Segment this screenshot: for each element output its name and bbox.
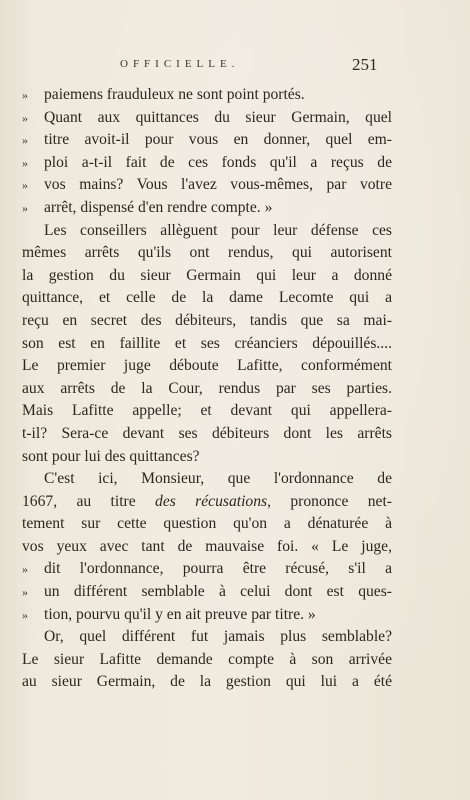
- paragraph-line: [22, 491, 392, 514]
- quote-mark: »: [22, 585, 28, 600]
- quote-mark: »: [22, 607, 28, 622]
- running-head: [0, 55, 470, 78]
- line-text: ploi a-t-il fait de ces fonds qu'il a reçus de: [44, 153, 392, 171]
- paragraph-line: vos yeux avec tant de mauvaise foi. « Le juge,: [22, 537, 392, 555]
- quote-line: [22, 604, 392, 627]
- quote-line: [22, 107, 392, 130]
- paragraph-line: Or, quel différent fut jamais plus semblable?: [44, 628, 392, 646]
- italic-phrase: des récusations: [155, 492, 268, 510]
- quote-mark: »: [22, 178, 28, 193]
- quote-line: [22, 581, 392, 604]
- quote-mark: »: [22, 200, 28, 215]
- line-text-part: 1667, au titre: [22, 492, 156, 510]
- paragraph-line: sont pour lui des quittances?: [22, 447, 200, 465]
- line-text: paiemens frauduleux ne sont point portés.: [44, 86, 305, 103]
- paragraph-line: la gestion du sieur Germain qui leur a donné: [22, 266, 392, 284]
- paragraph-line: aux arrêts de la Cour, rendus par ses parties.: [22, 379, 392, 397]
- quote-mark: »: [22, 155, 28, 170]
- quote-mark: »: [22, 133, 28, 148]
- paragraph-line: tement sur cette question qu'on a dénaturée à: [22, 515, 392, 533]
- line-text: un différent semblable à celui dont est ques-: [44, 583, 392, 601]
- line-text: titre avoit-il pour vous en donner, quel em-: [44, 131, 392, 149]
- line-text: Quant aux quittances du sieur Germain, quel: [44, 108, 392, 126]
- paragraph-line: quittance, et celle de la dame Lecomte qui a: [22, 289, 392, 307]
- page-number: 251: [352, 55, 378, 74]
- paragraph-line: Les conseillers allèguent pour leur défense ces: [44, 221, 392, 239]
- body-text: [22, 84, 392, 694]
- line-text: tion, pourvu qu'il y en ait preuve par titre. »: [44, 605, 316, 623]
- paragraph-line: C'est ici, Monsieur, que l'ordonnance de: [44, 470, 392, 488]
- quote-line: [22, 558, 392, 581]
- running-title: OFFICIELLE.: [120, 58, 240, 70]
- paragraph-line: reçu en secret des débiteurs, tandis que sa mai-: [22, 311, 392, 329]
- paragraph-line: mêmes arrêts qu'ils ont rendus, qui autorisent: [22, 244, 392, 262]
- paragraph-line: Le premier juge déboute Lafitte, conformément: [22, 357, 392, 375]
- line-text: dit l'ordonnance, pourra être récusé, s'il a: [44, 560, 392, 578]
- quote-line: [22, 84, 392, 107]
- paragraph-line: son est en faillite et ses créanciers dépouillés....: [22, 334, 392, 352]
- quote-mark: »: [22, 110, 28, 125]
- quote-mark: »: [22, 562, 28, 577]
- quote-line: [22, 129, 392, 152]
- paragraph-line: au sieur Germain, de la gestion qui lui a été: [22, 673, 392, 691]
- quote-line: [22, 152, 392, 175]
- quote-line: [22, 174, 392, 197]
- line-text: arrêt, dispensé d'en rendre compte. »: [44, 198, 273, 216]
- quote-line: [22, 197, 392, 220]
- line-text-part: , prononce net-: [267, 492, 392, 510]
- quote-mark: »: [22, 88, 28, 102]
- paragraph-line: t-il? Sera-ce devant ses débiteurs dont les arrêts: [22, 424, 392, 442]
- paragraph-line: Le sieur Lafitte demande compte à son arrivée: [22, 650, 392, 668]
- paragraph-line: Mais Lafitte appelle; et devant qui appellera-: [22, 402, 392, 420]
- line-text: vos mains? Vous l'avez vous-mêmes, par votre: [44, 176, 392, 194]
